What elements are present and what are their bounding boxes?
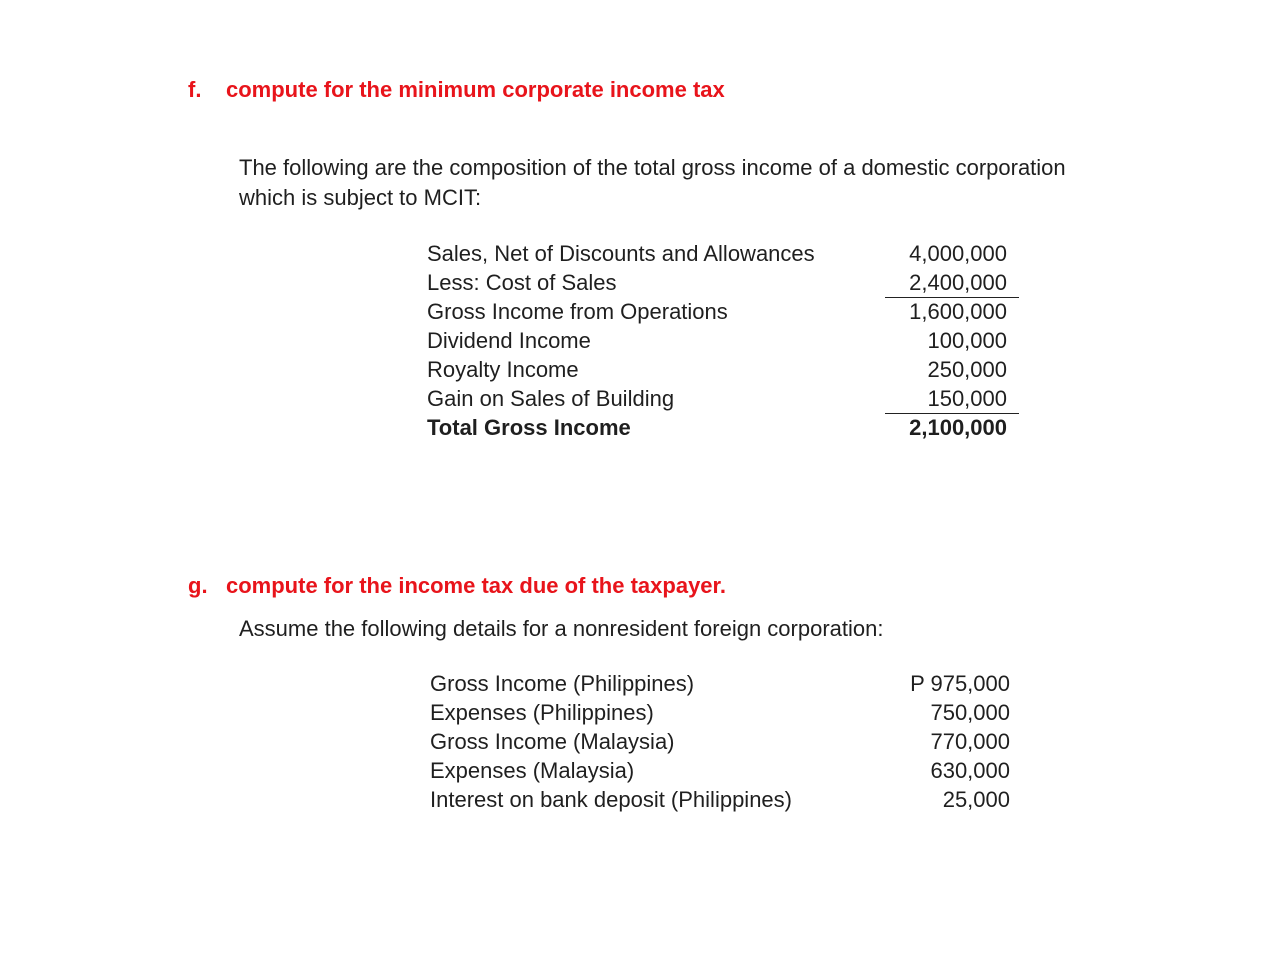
- row-label: Less: Cost of Sales: [427, 270, 617, 295]
- table-row: [427, 268, 1019, 297]
- table-row: [430, 698, 1010, 727]
- row-label: Sales, Net of Discounts and Allowances: [427, 241, 815, 266]
- table-row: [430, 785, 1010, 814]
- section-f-intro-line2: which is subject to MCIT:: [239, 185, 482, 210]
- table-row: [430, 727, 1010, 756]
- section-f-letter: f.: [188, 77, 202, 102]
- row-amount: 100,000: [927, 328, 1007, 353]
- total-label: Total Gross Income: [427, 415, 631, 440]
- row-amount: 250,000: [927, 357, 1007, 382]
- table-row: [427, 239, 1019, 268]
- section-f-heading: [188, 77, 725, 103]
- section-g-intro: [239, 614, 883, 644]
- row-amount: 750,000: [930, 700, 1010, 725]
- table-row: [427, 297, 1019, 326]
- row-label: Expenses (Philippines): [430, 700, 654, 725]
- section-g-intro-line: Assume the following details for a nonresident foreign corporation:: [239, 616, 884, 641]
- row-label: Gross Income (Philippines): [430, 671, 695, 696]
- row-label: Gross Income from Operations: [427, 299, 728, 324]
- row-amount: 150,000: [927, 386, 1007, 411]
- table-row: [430, 669, 1010, 698]
- row-amount: 25,000: [942, 787, 1010, 812]
- row-label: Dividend Income: [427, 328, 591, 353]
- foreign-corporation-table: [430, 669, 1010, 814]
- table-row: [427, 355, 1019, 384]
- row-amount: 630,000: [930, 758, 1010, 783]
- total-amount: 2,100,000: [909, 415, 1007, 440]
- row-amount: 2,400,000: [909, 270, 1007, 295]
- table-row: [430, 756, 1010, 785]
- row-amount: P 975,000: [910, 671, 1010, 696]
- row-amount: 1,600,000: [909, 299, 1007, 324]
- section-g-letter: g.: [188, 573, 208, 598]
- row-label: Gain on Sales of Building: [427, 386, 675, 411]
- row-amount: 770,000: [930, 729, 1010, 754]
- section-g-heading: [188, 573, 726, 599]
- total-row: [427, 413, 1019, 442]
- section-f-intro-line1: The following are the composition of the total gross income of a domestic corporation: [239, 155, 1066, 180]
- row-label: Interest on bank deposit (Philippines): [430, 787, 792, 812]
- row-label: Royalty Income: [427, 357, 579, 382]
- section-f-title: compute for the minimum corporate income tax: [226, 77, 725, 102]
- table-row: [427, 384, 1019, 413]
- section-g-title: compute for the income tax due of the taxpayer.: [226, 573, 726, 598]
- row-amount: 4,000,000: [909, 241, 1007, 266]
- gross-income-table: [427, 239, 1019, 442]
- row-label: Gross Income (Malaysia): [430, 729, 675, 754]
- table-row: [427, 326, 1019, 355]
- section-f-intro: [239, 153, 1066, 213]
- row-label: Expenses (Malaysia): [430, 758, 635, 783]
